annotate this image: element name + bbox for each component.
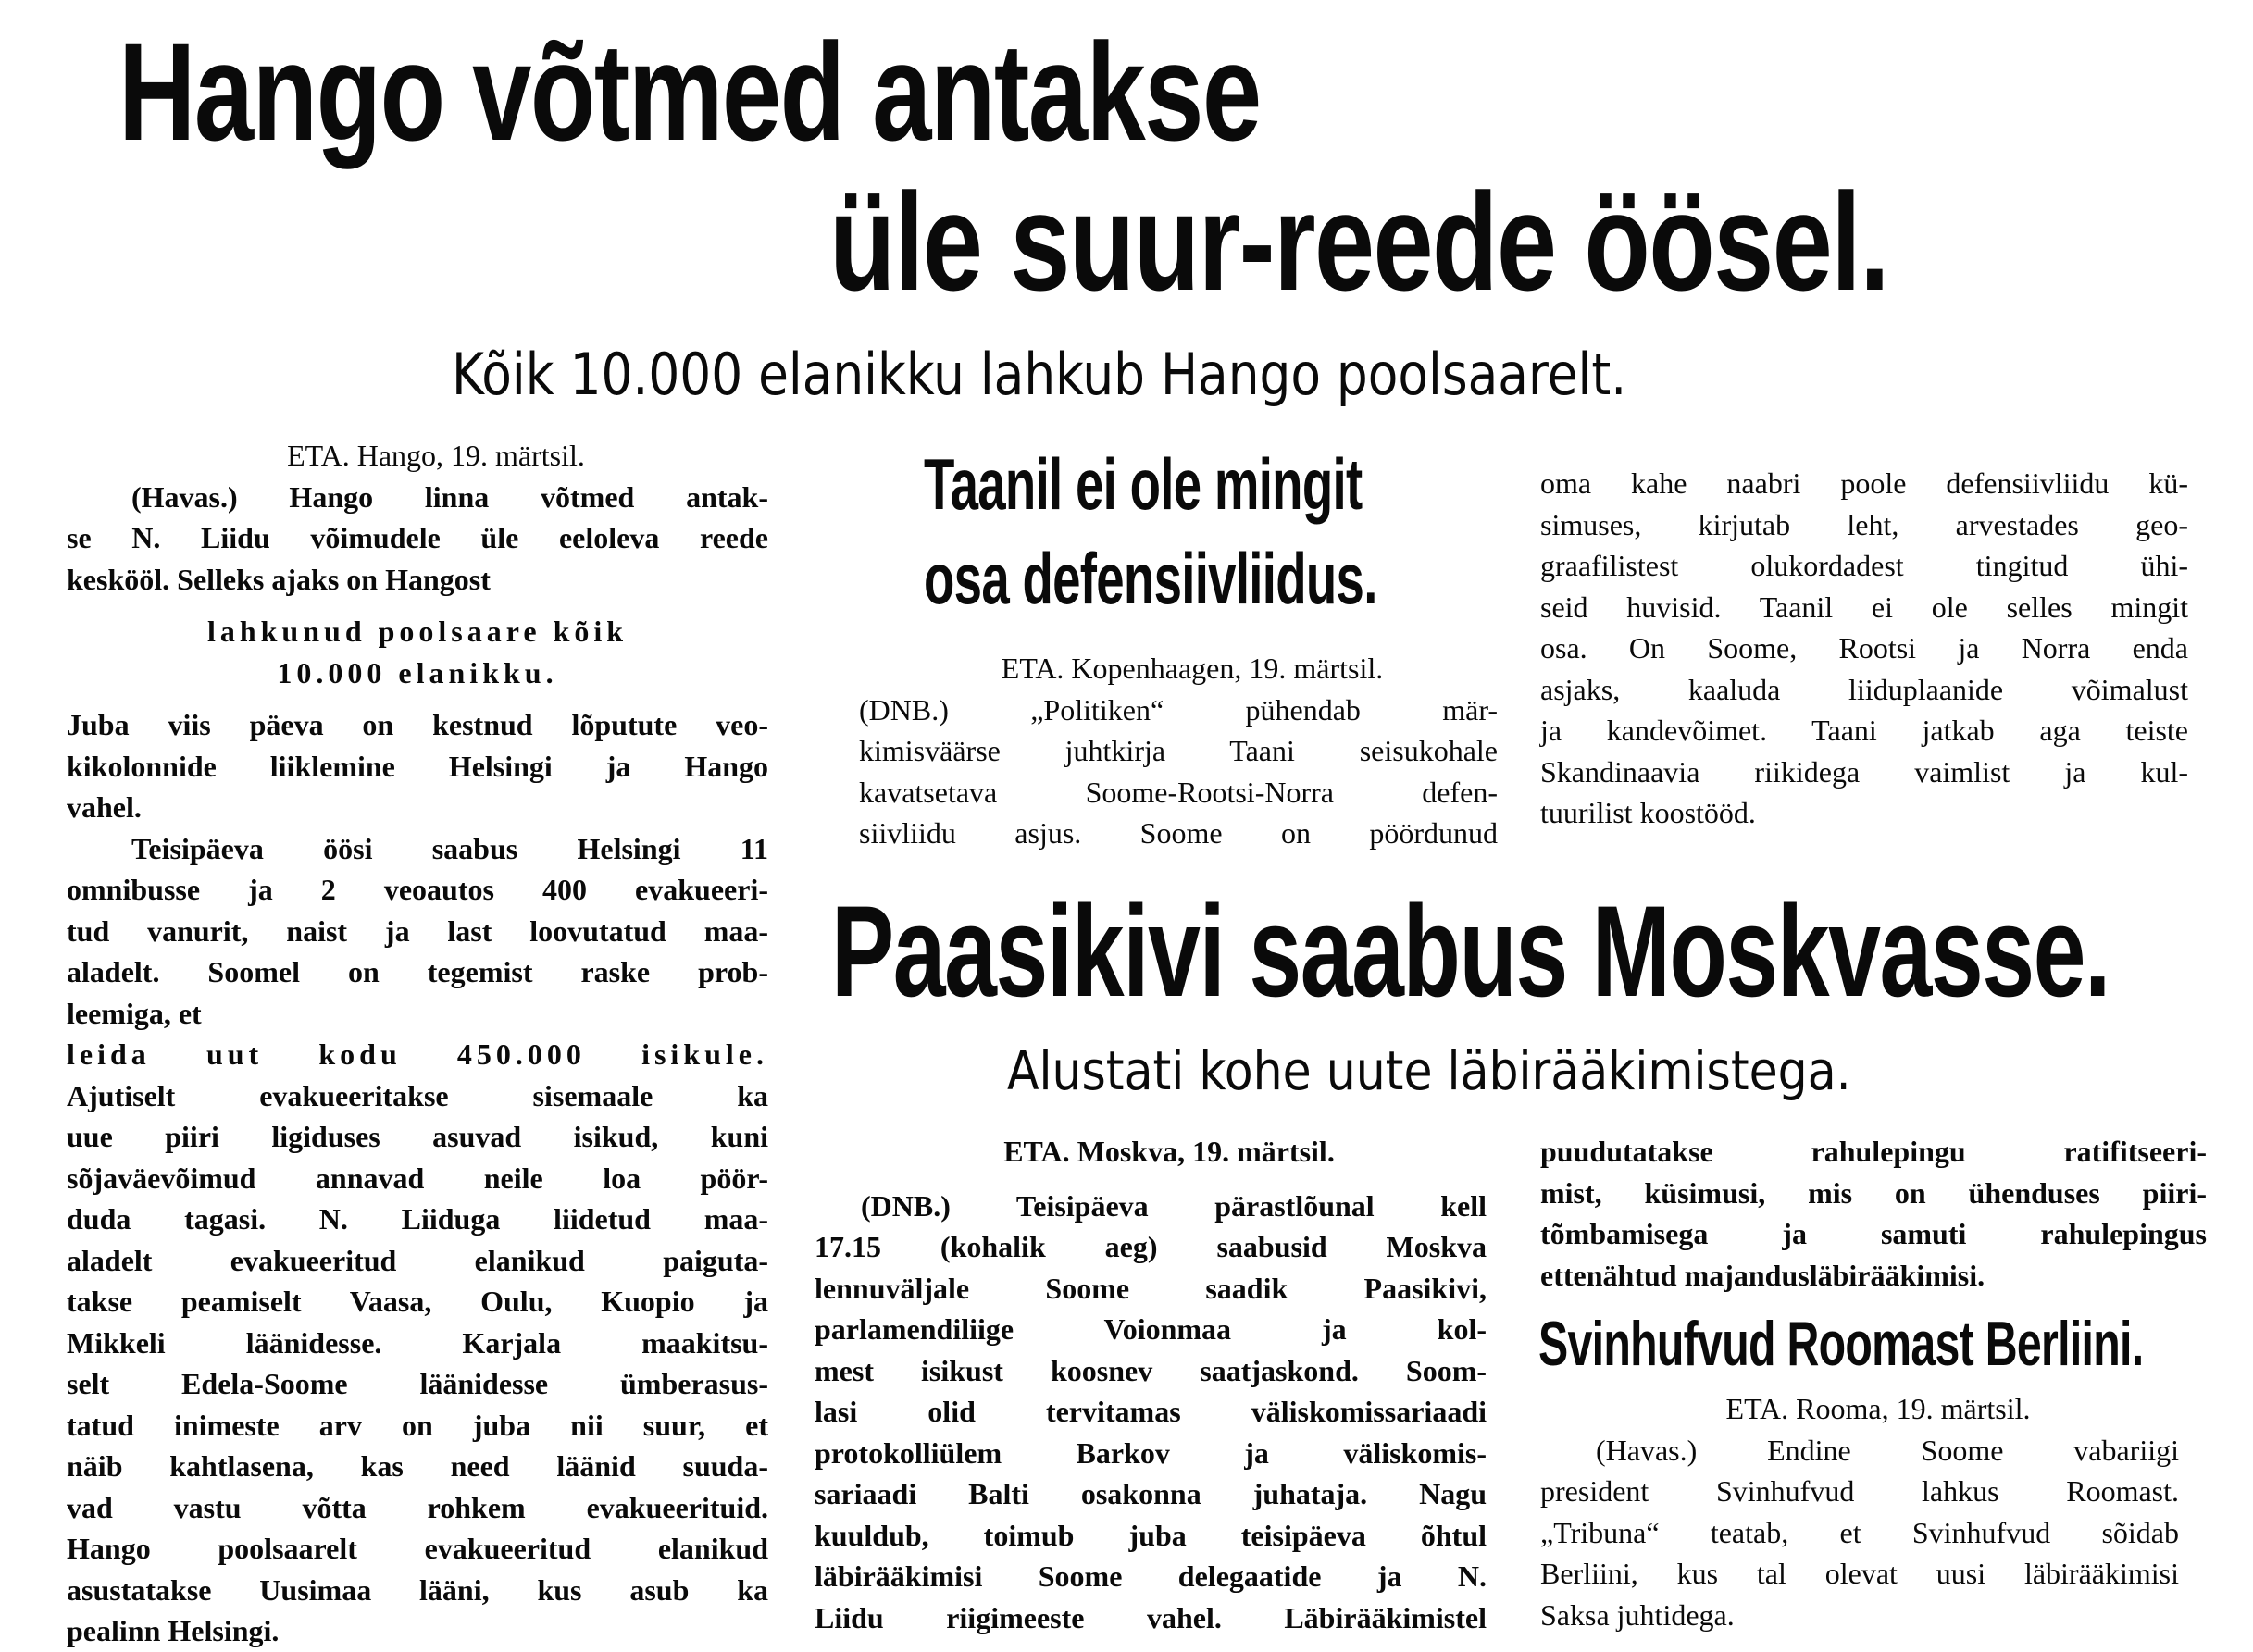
article4-line: (Havas.) Endine Soome vabariigi — [1596, 1433, 2179, 1467]
article1-line: tatud inimeste arv on juba nii suur, et — [67, 1408, 768, 1442]
article1-line: omnibusse ja 2 veoautos 400 evakueeri- — [67, 873, 768, 906]
article2-line: osa. On Soome, Rootsi ja Norra enda — [1540, 631, 2188, 665]
article3-line: lasi olid tervitamas väliskomissariaadi — [815, 1395, 1487, 1428]
article1-line: Mikkeli läänidesse. Karjala maakitsu- — [67, 1325, 768, 1360]
article3-line: sariaadi Balti osakonna juhataja. Nagu — [815, 1477, 1487, 1510]
article2-line: simuses, kirjutab leht, arvestades geo- — [1540, 507, 2188, 541]
article1-line: selt Edela-Soome läänidesse ümberasus- — [67, 1367, 768, 1400]
article2-line: asjaks, kaaluda liiduplaanide võimalust — [1540, 672, 2188, 706]
article1-line: keskööl. Selleks ajaks on Hangost — [67, 562, 491, 596]
article3-headline: Paasikivi saabus Moskvasse. — [831, 878, 2110, 1024]
article1-line: uue piiri ligiduses asuvad isikud, kuni — [67, 1120, 768, 1153]
article1-line: vahel. — [67, 790, 142, 824]
article2-line: kimisväärse juhtkirja Taani seisukohale — [859, 734, 1498, 767]
article1-line: Ajutiselt evakueeritakse sisemaale ka — [67, 1078, 768, 1112]
article3-line: tõmbamisega ja samuti rahulepingus — [1540, 1217, 2207, 1250]
article3-subheadline: Alustati kohe uute läbirääkimistega. — [1007, 1039, 1851, 1102]
article2-line: siivliidu asjus. Soome on pöördunud — [859, 816, 1498, 850]
article3-line: (DNB.) Teisipäeva pärastlõunal kell — [861, 1188, 1487, 1223]
article3-line: mist, küsimusi, mis on ühenduses piiri- — [1540, 1175, 2207, 1210]
article1-line: aladelt. Soomel on tegemist raske prob- — [67, 955, 768, 988]
article2-line: oma kahe naabri poole defensiivliidu kü- — [1540, 466, 2188, 500]
article1-column — [67, 435, 768, 1652]
article2-line: kavatsetava Soome-Rootsi-Norra defen- — [859, 775, 1498, 809]
article2-dateline: ETA. Kopenhaagen, 19. märtsil. — [1001, 652, 1384, 685]
article4-column — [1540, 1388, 2179, 1635]
article4-line: „Tribuna“ teatab, et Svinhufvud sõidab — [1540, 1515, 2179, 1549]
article1-line: tud vanurit, naist ja last loovutatud maa- — [67, 913, 768, 948]
article2-column-2 — [1540, 463, 2188, 834]
article1-line: Teisipäeva öösi saabus Helsingi 11 — [131, 831, 768, 865]
article3-line: läbirääkimisi Soome delegaatide ja N. — [815, 1559, 1487, 1593]
article4-line: Berliini, kus tal olevat uusi läbirääkimisi — [1540, 1557, 2179, 1590]
article2-line: (DNB.) „Politiken“ pühendab mär- — [859, 692, 1498, 727]
article1-line: se N. Liidu võimudele üle eeloleva reede — [67, 521, 768, 554]
article3-line: puudutatakse rahulepingu ratifitseeri- — [1540, 1135, 2207, 1168]
article1-spaced-line: 10.000 elanikku. — [277, 655, 558, 689]
article1-spaced-line: leida uut kodu 450.000 isikule. — [67, 1037, 768, 1071]
article2-line: graafilistest olukordadest tingitud ühi- — [1540, 549, 2188, 582]
article4-line: president Svinhufvud lahkus Roomast. — [1540, 1474, 2179, 1508]
article3-column-2 — [1540, 1131, 2207, 1296]
article2-column-1 — [859, 648, 1498, 854]
article3-line: Liidu riigimeeste vahel. Läbirääkimistel — [815, 1600, 1487, 1634]
article3-line: parlamendiliige Voionmaa ja kol- — [815, 1312, 1487, 1346]
article3-line: mest isikust koosnev saatjaskond. Soom- — [815, 1353, 1487, 1387]
article3-line: lennuväljale Soome saadik Paasikivi, — [815, 1271, 1487, 1305]
article3-line: ettenähtud majandusläbirääkimisi. — [1540, 1258, 1985, 1292]
article1-line: sõjaväevõimud annavad neile loa pöör- — [67, 1161, 768, 1195]
article2-line: seid huvisid. Taanil ei ole selles mingit — [1540, 590, 2188, 624]
article1-line: Hango poolsaarelt evakueeritud elanikud — [67, 1532, 768, 1565]
main-headline-line2: üle suur-reede öösel. — [829, 164, 1889, 319]
article1-line: vad vastu võtta rohkem evakueerituid. — [67, 1490, 768, 1524]
main-subheadline: Kõik 10.000 elanikku lahkub Hango poolsaarelt. — [452, 341, 1627, 408]
article2-line: ja kandevõimet. Taani jatkab aga teiste — [1540, 714, 2188, 747]
article2-line: tuurilist koostööd. — [1540, 796, 1756, 829]
article1-line: leemiga, et — [67, 996, 202, 1030]
article1-line: (Havas.) Hango linna võtmed antak- — [131, 479, 768, 514]
article2-line: Skandinaavia riikidega vaimlist ja kul- — [1540, 754, 2188, 789]
article1-line: takse peamiselt Vaasa, Oulu, Kuopio ja — [67, 1285, 768, 1318]
article3-line: protokolliülem Barkov ja väliskomis- — [815, 1435, 1487, 1470]
article1-line: duda tagasi. N. Liiduga liidetud maa- — [67, 1202, 768, 1236]
article3-line: kuuldub, toimub juba teisipäeva õhtul — [815, 1518, 1487, 1552]
article1-spaced-line: lahkunud poolsaare kõik — [206, 615, 629, 648]
article1-line: aladelt evakueeritud elanikud paiguta- — [67, 1243, 768, 1277]
article4-dateline: ETA. Rooma, 19. märtsil. — [1725, 1392, 2031, 1425]
article4-headline: Svinhufvud Roomast Berliini. — [1538, 1309, 2144, 1379]
article1-line: näib kahtlasena, kas need läänid suuda- — [67, 1449, 768, 1483]
article2-headline-line1: Taanil ei ole mingit — [924, 443, 1363, 525]
main-headline-line1: Hango võtmed antakse — [118, 14, 1261, 169]
article1-line: pealinn Helsingi. — [67, 1614, 280, 1647]
article1-dateline: ETA. Hango, 19. märtsil. — [287, 439, 585, 472]
article3-line: 17.15 (kohalik aeg) saabusid Moskva — [815, 1230, 1487, 1263]
article1-line: Juba viis päeva on kestnud lõputute veo- — [67, 708, 768, 741]
article1-line: asustatakse Uusimaa lääni, kus asub ka — [67, 1572, 768, 1607]
article3-column-1 — [815, 1131, 1487, 1638]
article4-line: Saksa juhtidega. — [1540, 1597, 1735, 1632]
article1-line: kikolonnide liiklemine Helsingi ja Hango — [67, 749, 768, 783]
article3-dateline: ETA. Moskva, 19. märtsil. — [1003, 1135, 1335, 1168]
article2-headline-line2: osa defensiivliidus. — [924, 538, 1377, 619]
